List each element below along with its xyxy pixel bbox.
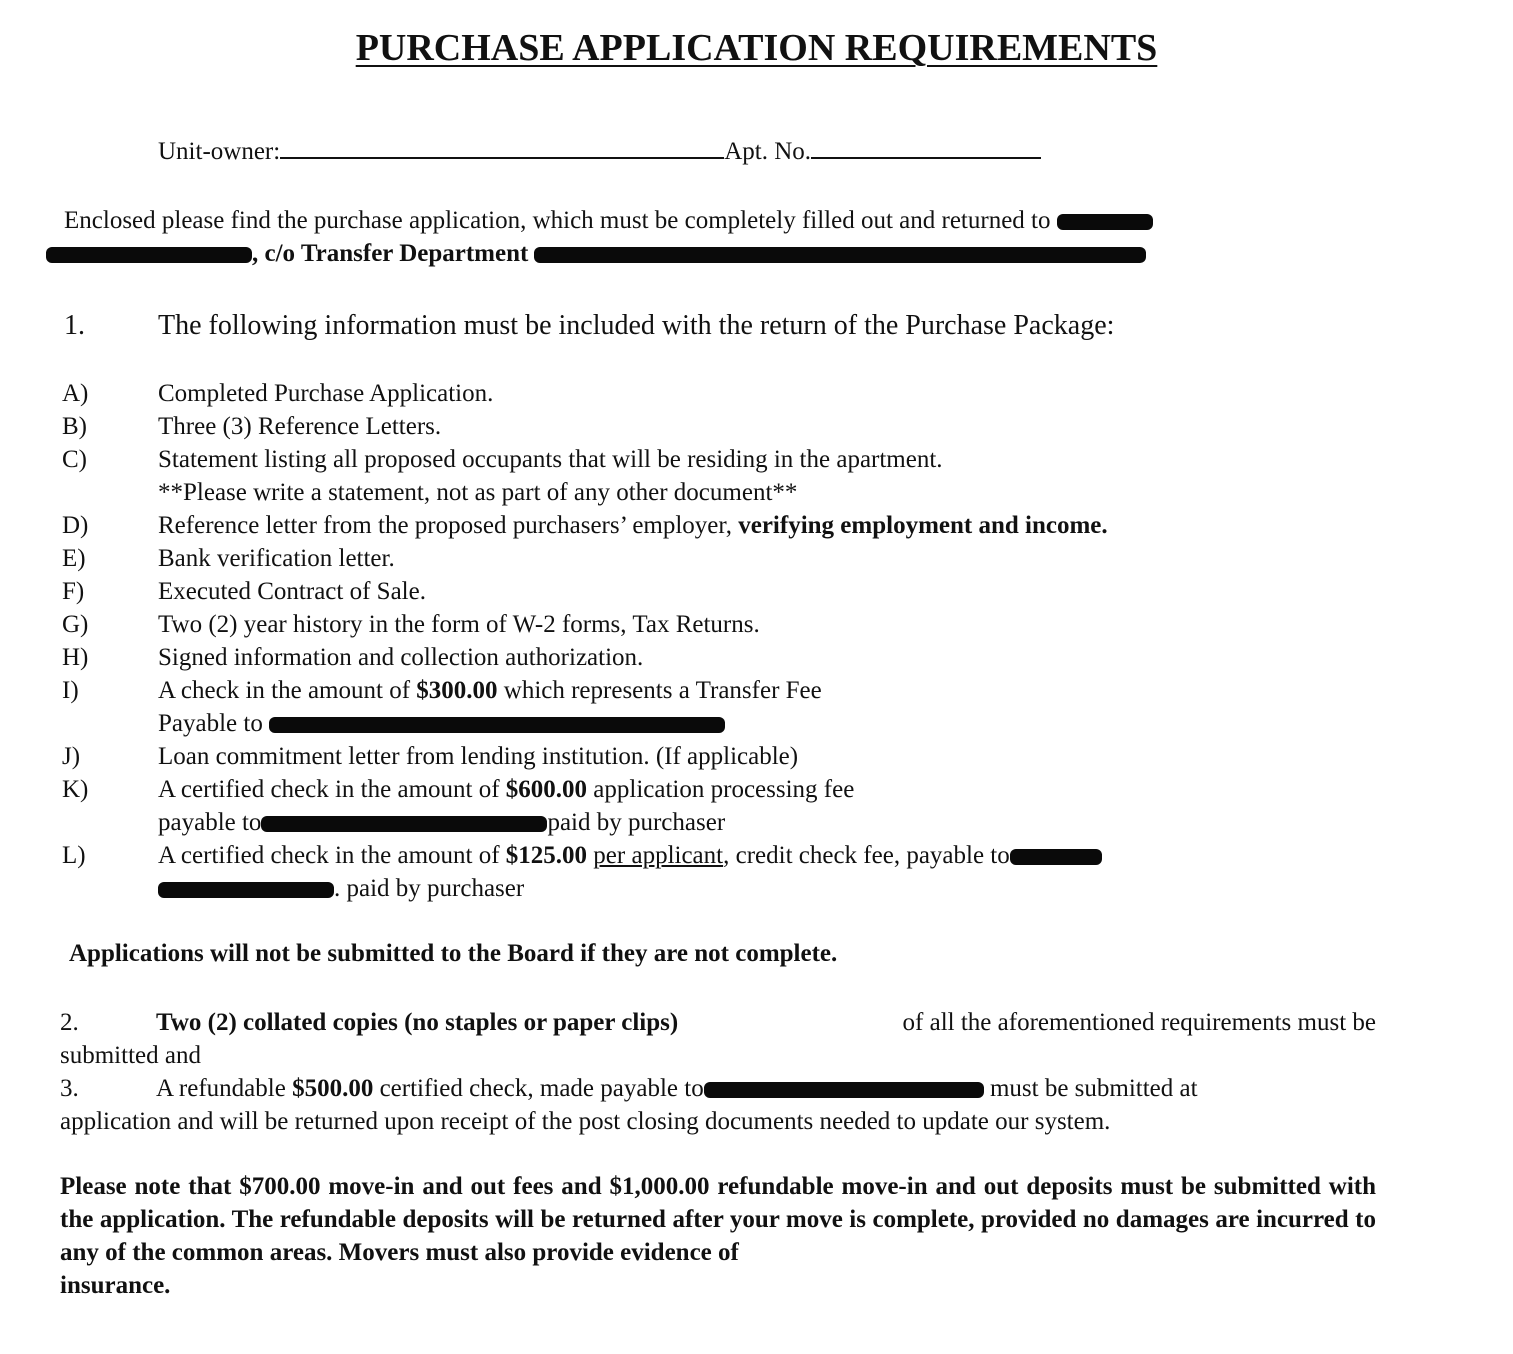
redaction-mark — [261, 816, 547, 832]
redaction-mark — [1010, 849, 1102, 865]
fees-notice-body: Please note that $700.00 move-in and out fees and $1,000.00 refundable move-in and out deposits must be submitted with the application. The refundable deposits will be returned after your move is complete, provided no damages are incurred to any of the common areas. Movers must also provide evidence of — [60, 1173, 1376, 1266]
intro-paragraph — [64, 204, 1394, 270]
list-item: F) Executed Contract of Sale. — [62, 578, 426, 605]
section-2-continuation: submitted and — [60, 1042, 201, 1069]
list-item-payable: payable to paid by purchaser — [158, 809, 726, 836]
list-item-note: **Please write a statement, not as part of any other document** — [158, 479, 798, 506]
intro-line-2: , c/o Transfer Department — [46, 237, 1394, 270]
section-2-line: 2. Two (2) collated copies (no staples or paper clips) of all the aforementioned requirements must be — [60, 1009, 1376, 1036]
list-item: A) Completed Purchase Application. — [62, 380, 494, 407]
list-item: I) A check in the amount of $300.00 which represents a Transfer Fee — [62, 677, 822, 704]
sections-2-3 — [60, 1006, 1376, 1138]
list-item-payable: . paid by purchaser — [62, 872, 1108, 905]
list-item: D) Reference letter from the proposed purchasers’ employer, verifying employment and income. — [62, 512, 1108, 539]
fees-notice — [60, 1170, 1376, 1302]
owner-fields — [158, 138, 1041, 166]
section-3-line: 3. A refundable $500.00 certified check, made payable to must be submitted at — [60, 1075, 1198, 1102]
list-item: E) Bank verification letter. — [62, 545, 395, 572]
requirements-list — [62, 377, 1108, 905]
section-1-heading: The following information must be included with the return of the Purchase Package: — [158, 310, 1115, 341]
list-item: L) A certified check in the amount of $125.00 per applicant, credit check fee, payable to — [62, 839, 1108, 872]
section-1-number: 1. — [64, 310, 85, 341]
redaction-mark — [269, 717, 725, 733]
redaction-mark — [534, 247, 1146, 263]
unit-owner-blank[interactable] — [280, 153, 724, 159]
intro-line-1: Enclosed please find the purchase application, which must be completely filled out and returned to — [64, 204, 1394, 237]
incomplete-applications-notice: Applications will not be submitted to the Board if they are not complete. — [69, 940, 838, 967]
document-title: PURCHASE APPLICATION REQUIREMENTS — [355, 27, 1158, 69]
list-item: G) Two (2) year history in the form of W-2 forms, Tax Returns. — [62, 611, 760, 638]
section-3-continuation: application and will be returned upon receipt of the post closing documents needed to update our system. — [60, 1108, 1111, 1135]
list-item: B) Three (3) Reference Letters. — [62, 413, 442, 440]
redaction-mark — [158, 882, 334, 898]
redaction-mark — [704, 1082, 984, 1098]
list-item: K) A certified check in the amount of $600.00 application processing fee — [62, 776, 855, 803]
apt-no-blank[interactable] — [811, 153, 1041, 159]
apt-no-label: Apt. No. — [724, 138, 812, 165]
list-item-payable: Payable to — [62, 707, 1108, 740]
list-item: J) Loan commitment letter from lending institution. (If applicable) — [62, 743, 799, 770]
list-item: C) Statement listing all proposed occupants that will be residing in the apartment. — [62, 446, 943, 473]
unit-owner-label: Unit-owner: — [158, 138, 281, 165]
redaction-mark — [1057, 214, 1153, 230]
fees-notice-last: insurance. — [60, 1272, 171, 1299]
list-item: H) Signed information and collection authorization. — [62, 644, 644, 671]
redaction-mark — [46, 247, 252, 263]
